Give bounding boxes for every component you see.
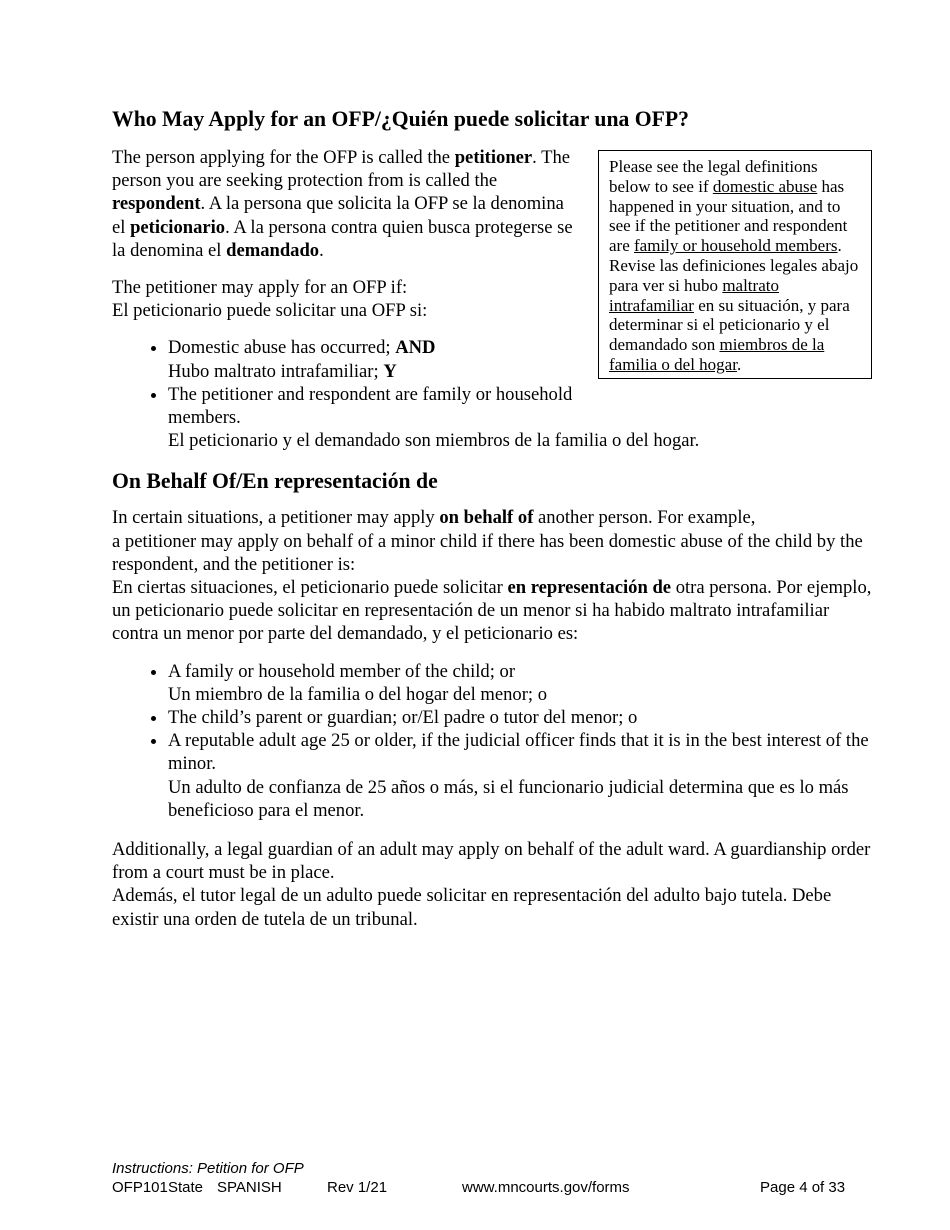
condition-es-text: Hubo maltrato intrafamiliar;: [168, 360, 384, 382]
apply-lead-en: The petitioner may apply for an OFP if:: [112, 277, 408, 299]
legal-definitions-note-text: [609, 157, 861, 375]
behalf-segment: En ciertas situaciones, el peticionario puede solicitar: [112, 577, 508, 599]
bullet-en-text: A family or household member of the child; or: [168, 660, 516, 682]
list-item-family-member-of-child: [168, 660, 872, 706]
footer-meta-row: [112, 1178, 872, 1197]
legal-definitions-note-box: [598, 150, 872, 379]
intro-term-respondent: respondent: [112, 193, 201, 215]
behalf-term-on-behalf-of: on behalf of: [439, 507, 534, 529]
intro-segment: The person applying for the OFP is called the: [112, 147, 455, 168]
callout-term-miembros-familia-hogar: miembros de la familia o del hogar: [609, 335, 825, 374]
apply-lead-es: El peticionario puede solicitar una OFP si:: [112, 300, 428, 322]
list-item-parent-or-guardian: [168, 706, 872, 729]
intro-segment: . The person you are seeking protection from is called the: [112, 147, 571, 192]
callout-term-family-household-members: family or household members: [634, 236, 838, 256]
behalf-segment: otra persona. Por ejemplo, un peticionario puede solicitar en representación de un menor si ha habido maltrato intrafamiliar contra un menor por parte del demandado, y el peticionario es:: [112, 577, 872, 645]
behalf-segment: a petitioner may apply on behalf of a minor child if there has been domestic abuse of the child by the respondent, and the petitioner is:: [112, 530, 863, 575]
footer-revision: Rev 1/21: [327, 1179, 388, 1196]
intro-term-peticionario: peticionario: [130, 216, 226, 238]
footer-website: www.mncourts.gov/forms: [462, 1179, 630, 1196]
intro-segment: .: [319, 239, 324, 261]
on-behalf-paragraph: [112, 506, 872, 645]
page-footer: [112, 1159, 872, 1197]
callout-segment: .: [736, 354, 742, 374]
list-item-reputable-adult: [168, 729, 872, 822]
bullet-es-text: Un adulto de confianza de 25 años o más, si el funcionario judicial determina que es lo más beneficioso para el menor.: [168, 776, 849, 821]
heading-on-behalf-of: On Behalf Of/En representación de: [112, 469, 438, 494]
footer-page-number: Page 4 of 33: [760, 1179, 846, 1196]
guardian-es-text: Además, el tutor legal de un adulto puede solicitar en representación del adulto bajo tutela. Debe existir una orden de tutela de un tribunal.: [112, 885, 832, 930]
condition-en-text: The petitioner and respondent are family or household members.: [168, 383, 573, 429]
behalf-term-en-representacion-de: en representación de: [507, 577, 672, 599]
condition-es-connector: Y: [383, 360, 397, 382]
footer-form-number: OFP101: [112, 1179, 168, 1196]
heading-who-may-apply: Who May Apply for an OFP/¿Quién puede solicitar una OFP?: [112, 107, 689, 131]
condition-en-text: Domestic abuse has occurred;: [168, 337, 396, 359]
callout-term-domestic-abuse: domestic abuse: [712, 176, 818, 196]
condition-en-connector: AND: [395, 337, 436, 359]
bullet-en-text: A reputable adult age 25 or older, if the judicial officer finds that it is in the best interest of the minor.: [168, 730, 869, 775]
callout-term-maltrato-intrafamiliar: maltrato intrafamiliar: [609, 275, 779, 315]
callout-segment: has happened in your situation, and to see if the petitioner and respondent are: [609, 176, 848, 256]
behalf-segment: another person. For example,: [533, 507, 756, 529]
intro-term-petitioner: petitioner: [454, 147, 533, 168]
footer-doc-title: Instructions: Petition for OFP: [112, 1160, 304, 1177]
callout-segment: . Revise las definiciones legales abajo para ver si hubo: [609, 236, 859, 295]
bullet-text: The child’s parent or guardian; or/El padre o tutor del menor; o: [168, 707, 638, 729]
bullet-es-text: Un miembro de la familia o del hogar del menor; o: [168, 683, 547, 705]
intro-segment: . A la persona que solicita la OFP se la denomina el: [112, 193, 564, 238]
guardian-paragraph: [112, 838, 872, 931]
footer-jurisdiction: State: [168, 1179, 204, 1196]
behalf-segment: In certain situations, a petitioner may apply: [112, 507, 440, 529]
callout-segment: en su situación, y para determinar si el peticionario y el demandado son: [609, 295, 850, 355]
condition-es-text: El peticionario y el demandado son miembros de la familia o del hogar.: [168, 430, 700, 452]
list-item-family-household-members: [168, 383, 872, 453]
footer-language: SPANISH: [217, 1179, 282, 1196]
intro-segment: . A la persona contra quien busca protegerse se la denomina el: [112, 216, 573, 261]
intro-term-demandado: demandado: [226, 239, 320, 261]
guardian-en-text: Additionally, a legal guardian of an adult may apply on behalf of the adult ward. A guardianship order from a court must be in place.: [112, 839, 871, 884]
callout-segment: Please see the legal definitions below to see if: [609, 157, 818, 196]
on-behalf-list: [112, 660, 872, 822]
